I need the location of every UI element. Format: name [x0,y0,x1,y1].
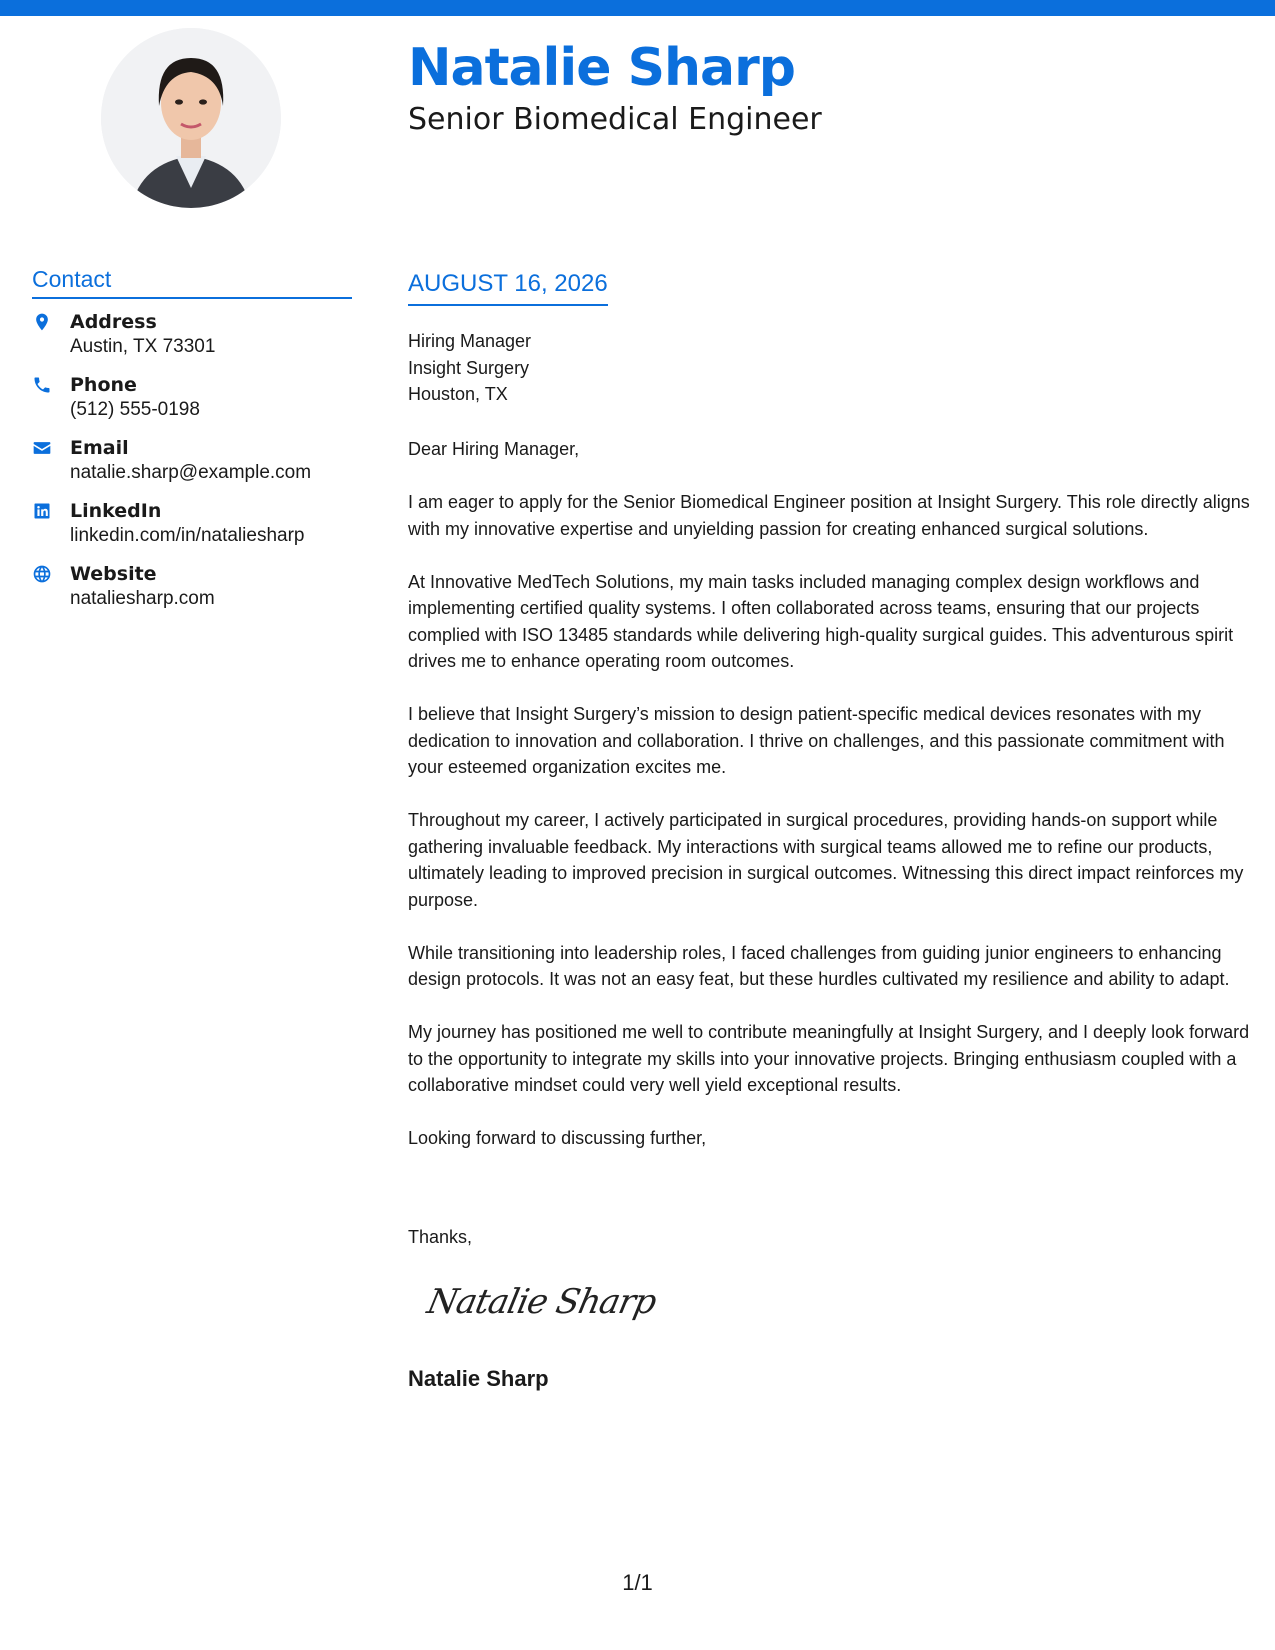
globe-icon [32,564,54,586]
recipient-line: Houston, TX [408,384,508,404]
letter-paragraph: While transitioning into leadership roles, I faced challenges from guiding junior engineers to enhancing design protocols. It was not an easy feat, but these hurdles cultivated my resilience and ability to adapt. [408,942,1230,989]
contact-label: Address [70,311,157,333]
candidate-name: Natalie Sharp [408,38,796,98]
closing-line: Looking forward to discussing further, [408,1128,707,1148]
letter-paragraph: My journey has positioned me well to contribute meaningfully at Insight Surgery, and I deeply look forward to the opportunity to integrate my skills into your innovative projects. Bringing enthusiasm coupled with a collaborative mindset could very well yield exceptional results. [408,1022,1250,1095]
contact-value: natalie.sharp@example.com [70,462,312,483]
contact-item-address [32,310,362,373]
signer-name: Natalie Sharp [408,1366,549,1391]
letter-paragraph: I am eager to apply for the Senior Biomedical Engineer position at Insight Surgery. This role directly aligns with my innovative expertise and unyielding passion for creating enhanced surgical solutions. [408,492,1250,539]
recipient-block [408,328,531,408]
contact-label: Phone [70,374,137,396]
avatar [101,28,281,208]
letter-paragraph: I believe that Insight Surgery’s mission to design patient-specific medical devices resonates with my dedication to innovation and collaboration. I thrive on challenges, and this passionate commitment with your esteemed organization excites me. [408,704,1225,777]
contact-list [32,310,362,625]
closing-thanks: Thanks, [408,1227,473,1247]
contact-value: nataliesharp.com [70,588,215,609]
phone-icon [32,375,54,397]
letter-date: AUGUST 16, 2026 [408,270,608,306]
contact-item-linkedin [32,499,362,562]
letter-paragraph: At Innovative MedTech Solutions, my main tasks included managing complex design workflows and implementing certified quality systems. I often collaborated across teams, ensuring that our projects complied with ISO 13485 standards while delivering high-quality surgical guides. This adventurous spirit drives me to enhance operating room outcomes. [408,571,1234,671]
contact-label: Email [70,437,129,459]
recipient-line: Hiring Manager [408,331,532,351]
letter-paragraph: Throughout my career, I actively participated in surgical procedures, providing hands-on support while gathering invaluable feedback. My interactions with surgical teams allowed me to refine our products, ultimately leading to improved precision in surgical outcomes. Witnessing this direct impact reinforces my purpose. [408,810,1244,910]
top-accent-bar [0,0,1275,16]
contact-label: Website [70,563,157,585]
email-icon [32,438,54,460]
candidate-role: Senior Biomedical Engineer [408,102,822,137]
letter-body [408,436,1258,1178]
page-number: 1/1 [622,1570,653,1595]
contact-value: (512) 555-0198 [70,399,200,420]
recipient-line: Insight Surgery [408,357,530,378]
contact-heading: Contact [32,266,352,299]
contact-label: LinkedIn [70,500,162,522]
contact-item-phone [32,373,362,436]
location-pin-icon [32,312,54,334]
profile-photo [101,28,281,208]
contact-value: Austin, TX 73301 [70,336,216,357]
contact-item-email [32,436,362,499]
contact-item-website [32,562,362,625]
linkedin-icon [32,501,54,523]
salutation: Dear Hiring Manager, [408,439,580,459]
contact-value: linkedin.com/in/nataliesharp [70,525,305,546]
handwritten-signature: Natalie Sharp [423,1282,660,1322]
